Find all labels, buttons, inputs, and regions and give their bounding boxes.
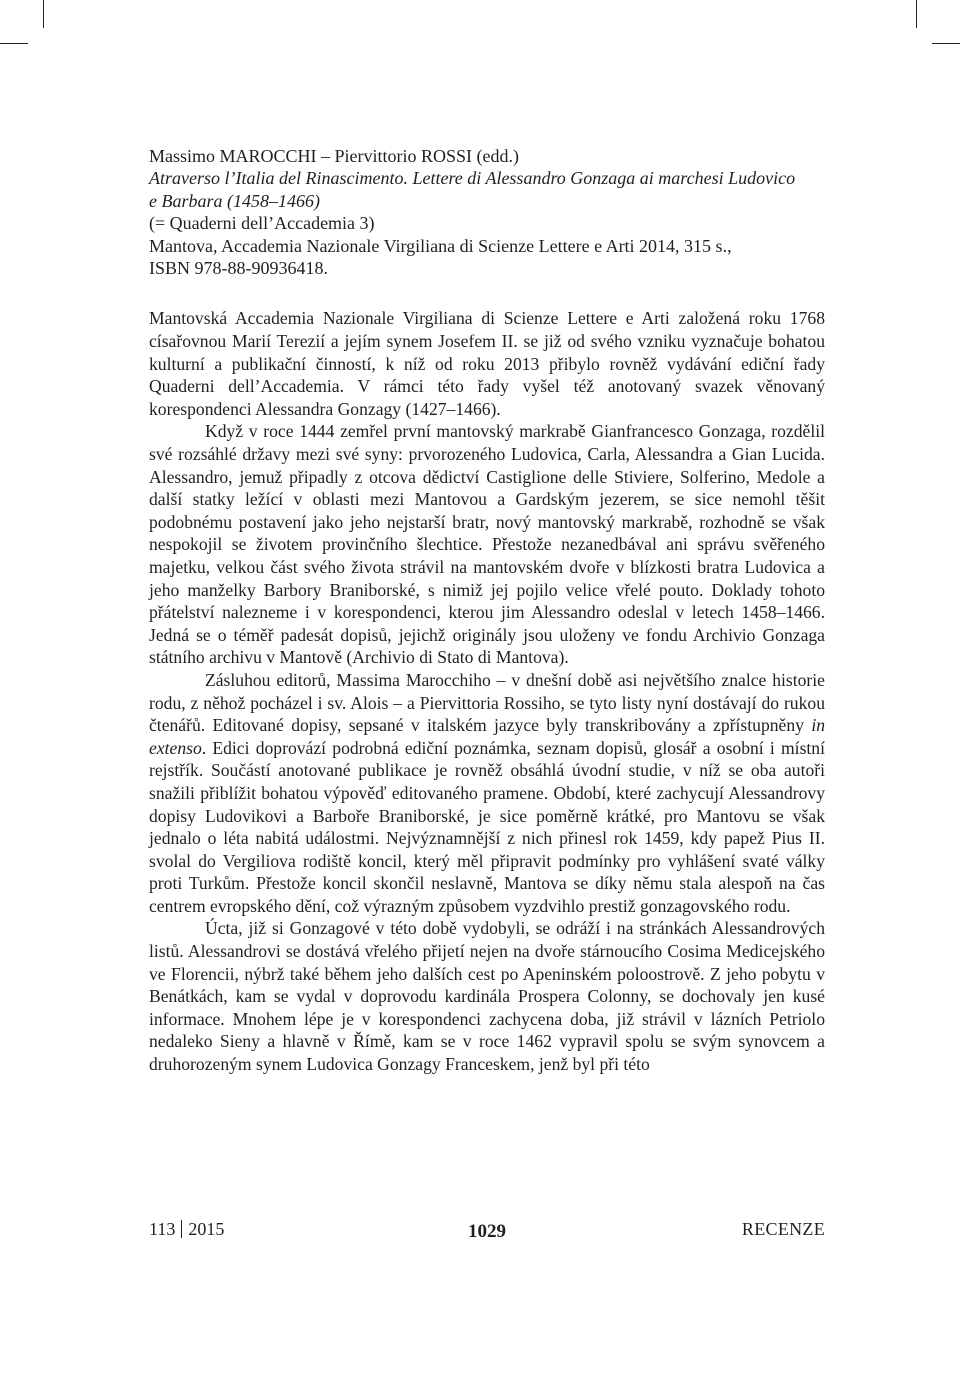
paragraph-1: Mantovská Accademia Nazionale Virgiliana di Scienze Lettere e Arti založená roku 1768 císařovnou Marií Terezií a jejím synem Josefem II. se již od svého vzniku vyznačuje bohatou kulturní a publikační činností, k níž od roku 2013 přibylo rovněž vydávání ediční řady Quaderni dell’Accademia. V rámci této řady vyšel též anotovaný svazek věnovaný korespondenci Alessandra Gonzagy (1427–1466).	[149, 308, 825, 419]
book-publisher: Mantova, Accademia Nazionale Virgiliana di Scienze Lettere e Arti 2014, 315 s.,	[149, 235, 732, 256]
bibliographic-header	[149, 145, 825, 279]
book-title-line-2: e Barbara (1458–1466)	[149, 190, 320, 211]
crop-mark-top-right	[916, 0, 917, 28]
page-content	[149, 145, 825, 1076]
paragraph-2: Když v roce 1444 zemřel první mantovský markrabě Gianfrancesco Gonzaga, rozdělil své rozsáhlé državy mezi své syny: prvorozeného Ludovica, Carla, Alessandra a Gian Lucida. Alessandro, jemuž připadly z otcova dědictví Castiglione delle Stiviere, Solferino, Medole a další statky ležící v oblasti mezi Mantovou a Gardským jezerem, se sice nemohl těšit podobnému postavení jako jeho nejstarší bratr, nový mantovský markrabě, rozhodně se však nespokojil se životem provinčního šlechtice. Přestože nezanedbával ani správu svěřeného majetku, velkou část svého života strávil na mantovském dvoře v blízkosti bratra Ludovica a jeho manželky Barbory Braniborské, s nimiž jej pojilo velice vřelé pouto. Doklady tohoto přátelství nalezneme i v korespondenci, kterou jim Alessandro odeslal v letech 1458–1466. Jedná se o téměř padesát dopisů, jejichž originály jsou uloženy ve fondu Archivio Gonzaga státního archivu v Mantově (Archivio di Stato di Mantova).	[149, 421, 825, 668]
book-title-line-1: Atraverso l’Italia del Rinascimento. Lettere di Alessandro Gonzaga ai marchesi Ludovico	[149, 168, 796, 189]
page-number: 1029	[468, 1221, 506, 1242]
page-footer	[149, 1219, 825, 1249]
crop-mark-left-top	[0, 43, 28, 44]
paragraph-3	[149, 669, 825, 918]
paragraph-3-part-2: . Edici doprovází podrobná ediční poznámka, seznam dopisů, glosář a osobní i místní rejstřík. Součástí anotované publikace je rovněž obsáhlá úvodní studie, v níž se oba autoři snažili přiblížit bohatou výpověď editovaného pramene. Období, které zachycují Alessandrovy dopisy Ludovikovi a Barboře Braniborské, je sice poměrně krátké, pro Mantovu se však jednalo o léta nabitá událostmi. Nejvýznamnější z nich přinesl rok 1459, kdy papež Pius II. svolal do Vergiliova rodiště koncil, který měl připravit podmínky pro vyhlášení svaté války proti Turkům. Přestože koncil skončil neslavně, Mantova se díky němu stala alespoň na čas centrem evropského dění, což výrazným způsobem vyzdvihlo prestiž gonzagovského rodu.	[149, 737, 825, 916]
book-authors: Massimo MAROCCHI – Piervittorio ROSSI (edd.)	[149, 146, 520, 166]
section-label: RECENZE	[741, 1219, 825, 1239]
issue-year: 2015	[188, 1219, 225, 1239]
book-series: (= Quaderni dell’Accademia 3)	[149, 213, 375, 234]
crop-mark-right-top	[932, 43, 960, 44]
paragraph-4: Úcta, již si Gonzagové v této době vydobyli, se odráží i na stránkách Alessandrových listů. Alessandrovi se dostává vřelého přijetí nejen na dvoře stárnoucího Cosima Medicejského ve Florencii, nýbrž také během jeho dalších cest po Apeninském poloostrově. Z jeho pobytu v Benátkách, kam se vydal v doprovodu kardinála Prospera Colonny, se dochovaly jen kusé informace. Mnohem lépe je v korespondenci zachycena doba, již strávil v lázních Petriolo nedaleko Sieny a hlavně v Římě, kam se v roce 1462 vypravil spolu se svým synovcem a druhorozeným synem Ludovica Gonzagy Franceskem, jenž byl při této	[149, 918, 825, 1075]
paragraph-3-part-1: Zásluhou editorů, Massima Marocchiho – v dnešní době asi největšího znalce historie rodu, z něhož pocházel i sv. Alois – a Piervittoria Rossiho, se tyto listy nyní dostávají do rukou čtenářů. Editované dopisy, sepsané v italském jazyce byly transkribovány a zpřístupněny	[149, 669, 825, 736]
review-body	[149, 307, 825, 1075]
crop-mark-top-left	[43, 0, 44, 28]
book-isbn: ISBN 978-88-90936418.	[149, 258, 328, 279]
volume-number: 113	[149, 1219, 176, 1239]
paragraph-3-italic: in extenso	[149, 715, 825, 758]
